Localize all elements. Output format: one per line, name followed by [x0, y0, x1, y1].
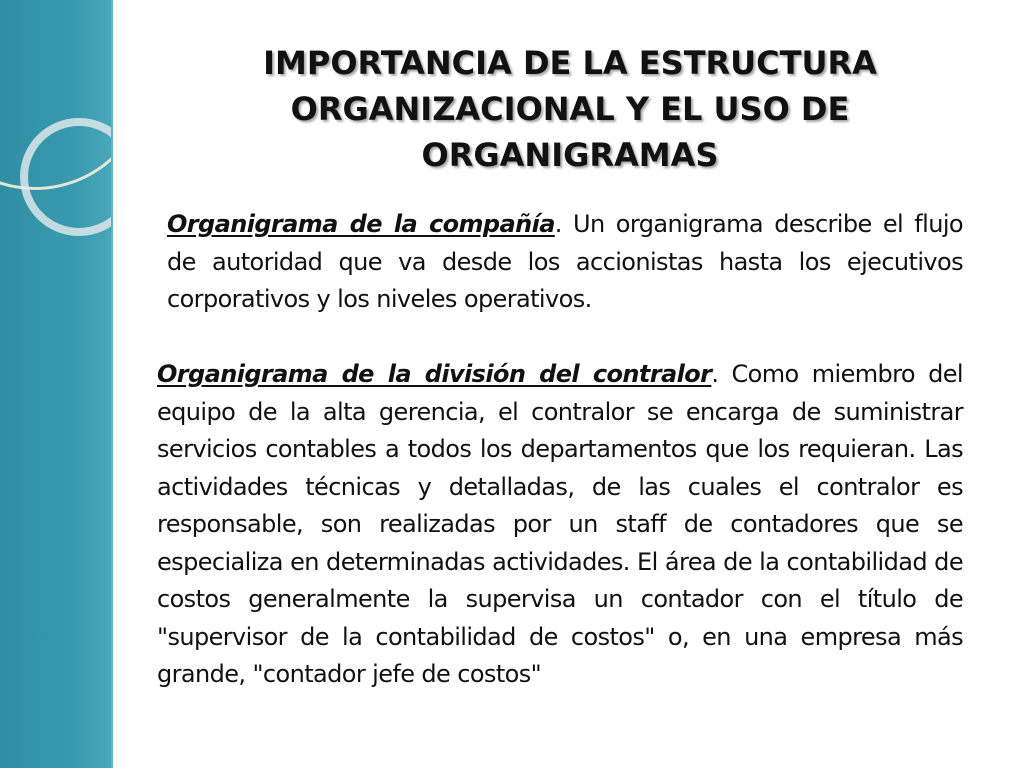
- paragraph-lead-period: .: [554, 210, 562, 238]
- paragraph-controller-chart: [157, 356, 963, 694]
- paragraph-text: Un organigrama describe el flujo de autoridad que va desde los accionistas hasta los ejecutivos corporativos y los niveles operativos.: [167, 210, 963, 313]
- paragraph-lead: Organigrama de la división del contralor: [157, 360, 712, 388]
- paragraph-lead-period: .: [711, 360, 719, 388]
- slide-body: [157, 206, 963, 694]
- paragraph-text: Como miembro del equipo de la alta gerencia, el contralor se encarga de suministrar servicios contables a todos los departamentos que los requieran. Las actividades técnicas y detalladas, de las cuales el contralor es responsable, son realizadas por un staff de contadores que se especializa en determinadas actividades. El área de la contabilidad de costos generalmente la supervisa un contador con el título de "supervisor de la contabilidad de costos" o, en una empresa más grande, "contador jefe de costos": [157, 360, 963, 688]
- decorative-sidebar: [0, 0, 113, 768]
- paragraph-lead: Organigrama de la compañía: [167, 210, 555, 238]
- paragraph-company-chart: [157, 206, 963, 319]
- slide-title: IMPORTANCIA DE LA ESTRUCTURA ORGANIZACIONAL Y EL USO DE ORGANIGRAMAS: [263, 44, 877, 174]
